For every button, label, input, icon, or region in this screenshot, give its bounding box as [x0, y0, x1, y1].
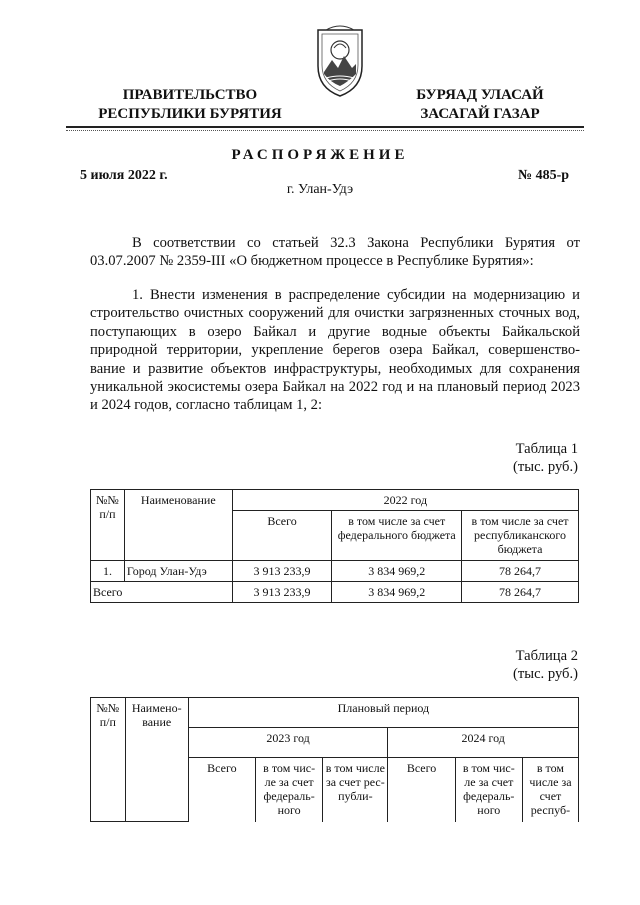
header-republic-2024: в том числе за счет респуб-	[522, 758, 578, 822]
header-federal: в том числе за счет федерального бюджета	[332, 511, 462, 561]
table-1-caption	[380, 440, 578, 476]
document-date: 5 июля 2022 г.	[80, 168, 168, 183]
header-total-2024: Всего	[388, 758, 455, 822]
header-num: №№ п/п	[91, 490, 125, 561]
cell-republic: 78 264,7	[462, 582, 579, 603]
header-num: №№ п/п	[91, 698, 126, 822]
clause-1-paragraph: 1. Внести изменения в распределение субсидии на модернизацию и строительство очистных сооружений для очистки загрязненных сточных вод, поступающих в озеро Байкал и другие водные объекты Байкальской природной территории, укрепление берегов озера Байкал, совершенство-вание и развитие объектов инфраструктуры, необходимых для сохранения уникальной экосистемы озера Байкал на 2022 год и на плановый период 2023 и 2024 годов, согласно таблицам 1, 2:	[90, 287, 580, 414]
cell-federal: 3 834 969,2	[332, 582, 462, 603]
table-caption-title: Таблица 1	[515, 441, 578, 457]
table-row	[91, 561, 579, 582]
cell-total: 3 913 233,9	[232, 582, 332, 603]
cell-total-label: Всего	[91, 582, 233, 603]
table-caption-title: Таблица 2	[515, 648, 578, 664]
table-2	[90, 697, 579, 822]
header-total: Всего	[232, 511, 332, 561]
header-name: Наимено-вание	[125, 698, 188, 822]
coat-of-arms-emblem	[312, 22, 368, 98]
issuer-header-russian	[90, 86, 290, 124]
header-year-2023: 2023 год	[188, 728, 388, 758]
header-federal-2023: в том чис-ле за счет федераль-ного	[256, 758, 323, 822]
table-total-row	[91, 582, 579, 603]
header-federal-2024: в том чис-ле за счет федераль-ного	[455, 758, 522, 822]
header-year: 2022 год	[232, 490, 578, 511]
header-republic: в том числе за счет республиканского бюджета	[462, 511, 579, 561]
cell-num: 1.	[91, 561, 125, 582]
issuer-line: БУРЯАД УЛАСАЙ	[416, 87, 544, 103]
header-period: Плановый период	[188, 698, 578, 728]
document-city: г. Улан-Удэ	[286, 182, 354, 197]
header-total-2023: Всего	[188, 758, 255, 822]
header-divider-dotted	[66, 130, 584, 131]
document-number: № 485-р	[518, 168, 570, 183]
header-divider	[66, 126, 584, 128]
issuer-line: ЗАСАГАЙ ГАЗАР	[420, 106, 540, 122]
header-name: Наименование	[124, 490, 232, 561]
preamble-paragraph: В соответствии со статьей 32.3 Закона Республики Бурятия от 03.07.2007 № 2359-III «О бюджетном процессе в Республике Бурятия»:	[90, 235, 580, 270]
issuer-line: ПРАВИТЕЛЬСТВО	[122, 87, 258, 103]
issuer-line: РЕСПУБЛИКИ БУРЯТИЯ	[98, 106, 282, 122]
table-caption-unit: (тыс. руб.)	[513, 459, 578, 475]
document-title: РАСПОРЯЖЕНИЕ	[231, 147, 409, 163]
header-year-2024: 2024 год	[388, 728, 579, 758]
cell-total: 3 913 233,9	[232, 561, 332, 582]
issuer-header-buryat	[400, 86, 560, 124]
table-2-caption	[380, 647, 578, 683]
cell-republic: 78 264,7	[462, 561, 579, 582]
cell-name: Город Улан-Удэ	[124, 561, 232, 582]
header-republic-2023: в том числе за счет рес-публи-	[323, 758, 388, 822]
cell-federal: 3 834 969,2	[332, 561, 462, 582]
table-1	[90, 489, 579, 603]
table-caption-unit: (тыс. руб.)	[513, 666, 578, 682]
